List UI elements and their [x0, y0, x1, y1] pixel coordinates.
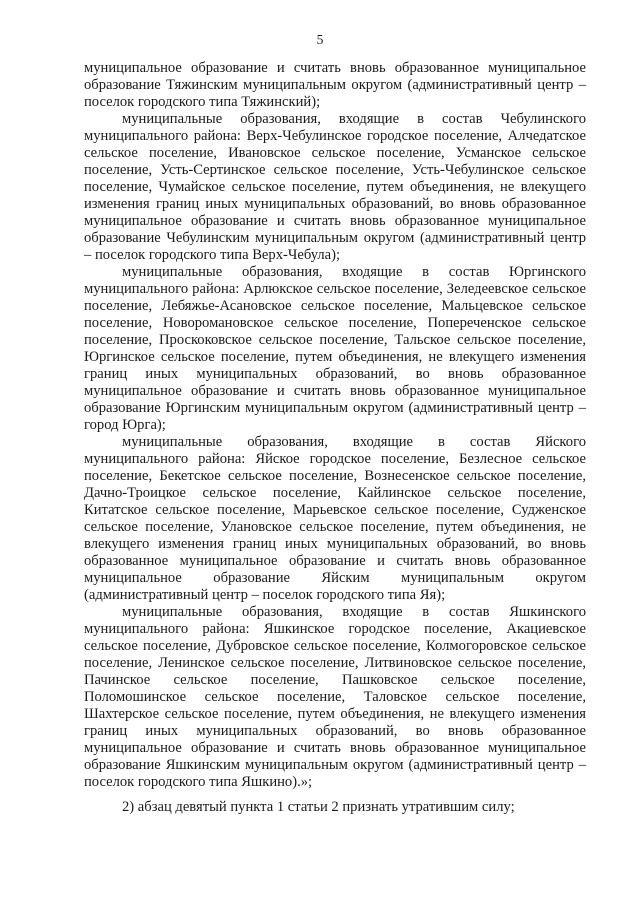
paragraph-yashkinsky: муниципальные образования, входящие в состав Яшкинского муниципального района: Яшкинское городское поселение, Акациевское сельское поселение, Дубровское сельское поселение, Колмогоровское сельское поселение, Ленинское сельское поселение, Литвиновское сельское поселение, Пачинское сельское поселение, Пашковское сельское поселение, Поломошинское сельское поселение, Таловское сельское поселение, Шахтерское сельское поселение, путем объединения, не влекущего изменения границ иных муниципальных образований, во вновь образованное муниципальное образование и считать вновь образованное муниципальное образование Яшкинским муниципальным округом (административный центр – поселок городского типа Яшкино).»; [84, 604, 586, 790]
page-number: 5 [316, 32, 324, 47]
paragraph-tyazhinsky-end: муниципальное образование и считать вновь образованное муниципальное образование Тяжинским муниципальным округом (административный центр – поселок городского типа Тяжинский); [84, 60, 586, 110]
paragraph-chebulinsky: муниципальные образования, входящие в состав Чебулинского муниципального района: Верх-Чебулинское городское поселение, Алчедатское сельское поселение, Ивановское сельское поселение, Усманское сельское поселение, Усть-Сертинское сельское поселение, Усть-Чебулинское сельское поселение, Чумайское сельское поселение, путем объединения, не влекущего изменения границ иных муниципальных образований, во вновь образованное муниципальное образование и считать вновь образованное муниципальное образование Чебулинским муниципальным округом (административный центр – поселок городского типа Верх-Чебула); [84, 111, 586, 263]
document-body [84, 60, 586, 816]
paragraph-yurginsky: муниципальные образования, входящие в состав Юргинского муниципального района: Арлюкское сельское поселение, Зеледеевское сельское поселение, Лебяжье-Асановское сельское поселение, Мальцевское сельское поселение, Новоромановское сельское поселение, Попереченское сельское поселение, Проскоковское сельское поселение, Тальское сельское поселение, Юргинское сельское поселение, путем объединения, не влекущего изменения границ иных муниципальных образований, во вновь образованное муниципальное образование и считать вновь образованное муниципальное образование Юргинским муниципальным округом (административный центр – город Юрга); [84, 264, 586, 433]
paragraph-yaysky: муниципальные образования, входящие в состав Яйского муниципального района: Яйское городское поселение, Безлесное сельское поселение, Бекетское сельское поселение, Вознесенское сельское поселение, Дачно-Троицкое сельское поселение, Кайлинское сельское поселение, Китатское сельское поселение, Марьевское сельское поселение, Судженское сельское поселение, Улановское сельское поселение, путем объединения, не влекущего изменения границ иных муниципальных образований, во вновь образованное муниципальное образование и считать вновь образованное муниципальное образование Яйским муниципальным округом (административный центр – поселок городского типа Яя); [84, 434, 586, 603]
paragraph-item-2: 2) абзац девятый пункта 1 статьи 2 признать утратившим силу; [122, 799, 515, 815]
